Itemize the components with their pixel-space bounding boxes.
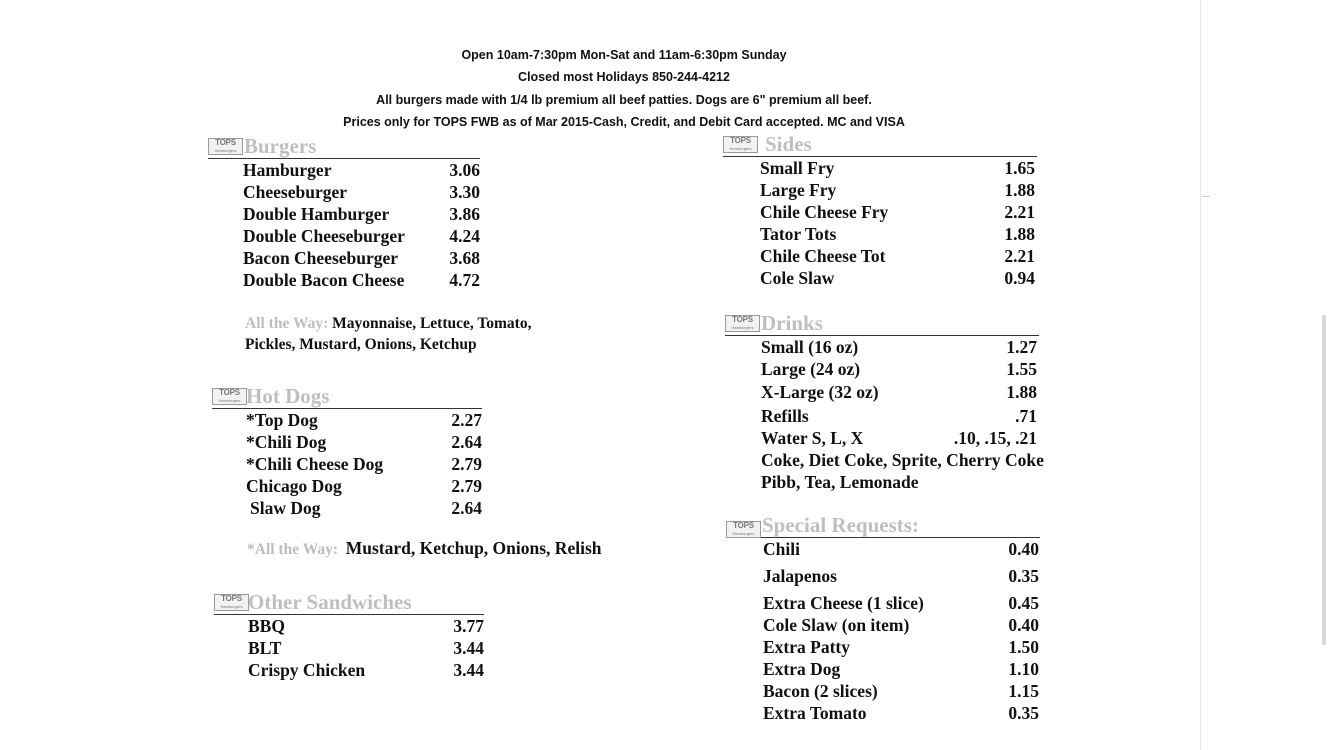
- menu-row: [760, 223, 1035, 245]
- logo-main-text: TOPS: [221, 594, 242, 603]
- menu-row: [760, 179, 1035, 201]
- sandwiches-header: [214, 592, 484, 615]
- item-name: Double Bacon Cheese: [243, 270, 405, 290]
- all-the-way-toppings-cont: Pickles, Mustard, Onions, Ketchup: [245, 336, 477, 353]
- item-price: .71: [1015, 406, 1037, 426]
- item-price: 3.30: [449, 182, 480, 202]
- item-price: 0.35: [1008, 566, 1039, 586]
- drink-flavors-line: [761, 471, 1037, 493]
- logo-sub-text: Hamburgers: [214, 148, 237, 153]
- menu-row: [248, 615, 484, 637]
- item-price: 1.88: [1004, 180, 1035, 200]
- burgers-list: [243, 159, 480, 291]
- menu-row: [248, 659, 484, 681]
- logo-sub-text: Hamburgers: [732, 531, 755, 536]
- item-name: Slaw Dog: [250, 498, 321, 518]
- logo-main-text: TOPS: [733, 521, 754, 530]
- item-price: 1.10: [1008, 659, 1039, 679]
- hotdogs-section: [212, 386, 482, 519]
- scrollbar[interactable]: [1322, 315, 1326, 645]
- all-the-way-toppings: Mayonnaise, Lettuce, Tomato,: [332, 315, 532, 332]
- item-price: 3.44: [453, 638, 484, 658]
- item-name: Large Fry: [760, 180, 837, 200]
- item-name: *Top Dog: [246, 410, 318, 430]
- item-name: *Chili Dog: [246, 432, 327, 452]
- item-price: 2.79: [451, 454, 482, 474]
- item-name: BLT: [248, 638, 282, 658]
- item-price: 4.72: [449, 270, 480, 290]
- burgers-section: [208, 136, 480, 291]
- item-price: 1.15: [1008, 681, 1039, 701]
- sides-section: [723, 134, 1037, 289]
- drink-flavors-line: [761, 449, 1044, 471]
- item-price: 1.50: [1008, 637, 1039, 657]
- menu-row: [760, 201, 1035, 223]
- menu-row: [243, 269, 480, 291]
- menu-row: [760, 267, 1035, 289]
- item-name: Chili: [763, 539, 800, 559]
- sandwiches-section: [214, 592, 484, 681]
- all-the-way-toppings: Mustard, Ketchup, Onions, Relish: [345, 538, 602, 558]
- menu-row: [243, 203, 480, 225]
- item-name: Chile Cheese Fry: [760, 202, 889, 222]
- item-price: 3.77: [453, 616, 484, 636]
- menu-row: [763, 680, 1039, 702]
- menu-row: [763, 636, 1039, 658]
- special-requests-header: [726, 515, 1040, 538]
- item-name: Large (24 oz): [761, 359, 861, 379]
- item-price: 2.64: [451, 432, 482, 452]
- logo-sub-text: Hamburgers: [731, 325, 754, 330]
- logo-sub-text: Hamburgers: [220, 604, 243, 609]
- item-price: 2.79: [451, 476, 482, 496]
- item-price: 3.44: [453, 660, 484, 680]
- item-name: Jalapenos: [763, 566, 837, 586]
- item-name: Double Hamburger: [243, 204, 390, 224]
- logo-main-text: TOPS: [732, 315, 753, 324]
- menu-row: [243, 247, 480, 269]
- item-price: 1.27: [1006, 337, 1037, 357]
- logo-main-text: TOPS: [219, 388, 240, 397]
- item-price: 0.94: [1004, 268, 1035, 288]
- menu-row: [246, 497, 482, 519]
- item-name: Double Cheeseburger: [243, 226, 405, 246]
- menu-row: [763, 614, 1039, 636]
- drink-flavors: Coke, Diet Coke, Sprite, Cherry Coke: [761, 450, 1044, 470]
- item-price: 4.24: [449, 226, 480, 246]
- item-price: 0.35: [1008, 703, 1039, 723]
- drinks-list: [761, 336, 1044, 493]
- tops-logo-icon: [726, 521, 761, 538]
- drink-flavors-cont: Pibb, Tea, Lemonade: [761, 472, 919, 492]
- drinks-section: [725, 311, 1044, 493]
- item-price: 2.27: [451, 410, 482, 430]
- menu-row: [763, 560, 1039, 587]
- hours-line: Open 10am-7:30pm Mon-Sat and 11am-6:30pm Sunday: [461, 48, 787, 62]
- item-name: Extra Cheese (1 slice): [763, 593, 924, 613]
- item-name: *Chili Cheese Dog: [246, 454, 384, 474]
- menu-row: [246, 431, 482, 453]
- item-price: 0.40: [1008, 615, 1039, 635]
- sides-list: [760, 157, 1035, 289]
- item-name: Chicago Dog: [246, 476, 342, 496]
- item-price: 1.88: [1006, 382, 1037, 402]
- hotdogs-all-the-way: [247, 538, 601, 560]
- special-requests-section: [726, 515, 1040, 724]
- hotdogs-list: [246, 409, 482, 519]
- holidays-phone-line: Closed most Holidays 850-244-4212: [518, 70, 730, 85]
- menu-row: [246, 475, 482, 497]
- item-name: X-Large (32 oz): [761, 382, 879, 402]
- item-price: 0.45: [1008, 593, 1039, 613]
- prices-payment-line: Prices only for TOPS FWB as of Mar 2015-Cash, Credit, and Debit Card accepted. MC and VISA: [343, 114, 905, 129]
- burgers-header: [208, 136, 480, 159]
- item-name: Cole Slaw (on item): [763, 615, 910, 635]
- tops-logo-icon: [208, 138, 243, 155]
- logo-sub-text: Hamburgers: [218, 398, 241, 403]
- item-name: Small Fry: [760, 158, 835, 178]
- menu-row: [761, 380, 1037, 405]
- item-name: Bacon (2 slices): [763, 681, 878, 701]
- menu-row: [246, 409, 482, 431]
- item-price: 1.88: [1004, 224, 1035, 244]
- special-requests-list: [763, 538, 1039, 724]
- item-name: BBQ: [248, 616, 285, 636]
- item-name: Chile Cheese Tot: [760, 246, 886, 266]
- item-price: 2.21: [1004, 246, 1035, 266]
- page-edge-tick: [1202, 196, 1210, 197]
- menu-row: [760, 157, 1035, 179]
- item-price: 0.40: [1008, 539, 1039, 559]
- sandwiches-list: [248, 615, 484, 681]
- menu-row: [243, 225, 480, 247]
- burgers-title: Burgers: [244, 134, 317, 158]
- logo-main-text: TOPS: [730, 136, 751, 145]
- menu-row: [761, 427, 1037, 449]
- item-price: 1.65: [1004, 158, 1035, 178]
- item-price: 2.64: [451, 498, 482, 518]
- menu-row: [760, 245, 1035, 267]
- menu-row: [763, 587, 1039, 614]
- item-name: Small (16 oz): [761, 337, 859, 357]
- item-name: Extra Dog: [763, 659, 841, 679]
- item-name: Refills: [761, 406, 809, 426]
- item-name: Water S, L, X: [761, 428, 864, 448]
- logo-main-text: TOPS: [215, 138, 236, 147]
- sides-title: Sides: [765, 132, 812, 156]
- menu-row: [761, 336, 1037, 358]
- beef-info-line: All burgers made with 1/4 lb premium all beef patties. Dogs are 6" premium all beef.: [376, 92, 872, 107]
- menu-row: [763, 702, 1039, 724]
- item-price: 3.86: [449, 204, 480, 224]
- sides-header: [723, 134, 1037, 157]
- drinks-header: [725, 313, 1039, 336]
- menu-row: [761, 358, 1037, 380]
- menu-row: [248, 637, 484, 659]
- item-price: 2.21: [1004, 202, 1035, 222]
- item-name: Tator Tots: [760, 224, 837, 244]
- drinks-title: Drinks: [761, 311, 823, 335]
- item-name: Hamburger: [243, 160, 332, 180]
- menu-row: [243, 181, 480, 203]
- item-price: 1.55: [1006, 359, 1037, 379]
- item-price: 3.68: [449, 248, 480, 268]
- tops-logo-icon: [212, 388, 247, 405]
- menu-row: [246, 453, 482, 475]
- menu-row: [763, 538, 1039, 560]
- item-price: .10, .15, .21: [953, 428, 1037, 448]
- tops-logo-icon: [723, 136, 758, 153]
- item-name: Extra Patty: [763, 637, 850, 657]
- item-price: 3.06: [449, 160, 480, 180]
- item-name: Cole Slaw: [760, 268, 835, 288]
- menu-header: [0, 44, 1248, 133]
- sandwiches-title: Other Sandwiches: [248, 590, 412, 614]
- menu-row: [763, 658, 1039, 680]
- all-the-way-label: *All the Way:: [247, 541, 338, 558]
- hotdogs-header: [212, 386, 482, 409]
- tops-logo-icon: [214, 594, 249, 611]
- logo-sub-text: Hamburgers: [729, 146, 752, 151]
- item-name: Extra Tomato: [763, 703, 867, 723]
- special-requests-title: Special Requests:: [762, 513, 919, 537]
- item-name: Crispy Chicken: [248, 660, 366, 680]
- item-name: Bacon Cheeseburger: [243, 248, 399, 268]
- menu-row: [243, 159, 480, 181]
- item-name: Cheeseburger: [243, 182, 348, 202]
- hotdogs-title: Hot Dogs: [246, 384, 330, 408]
- tops-logo-icon: [725, 315, 760, 332]
- menu-row: [761, 405, 1037, 427]
- burgers-all-the-way: [245, 313, 531, 355]
- all-the-way-label: All the Way:: [245, 315, 329, 332]
